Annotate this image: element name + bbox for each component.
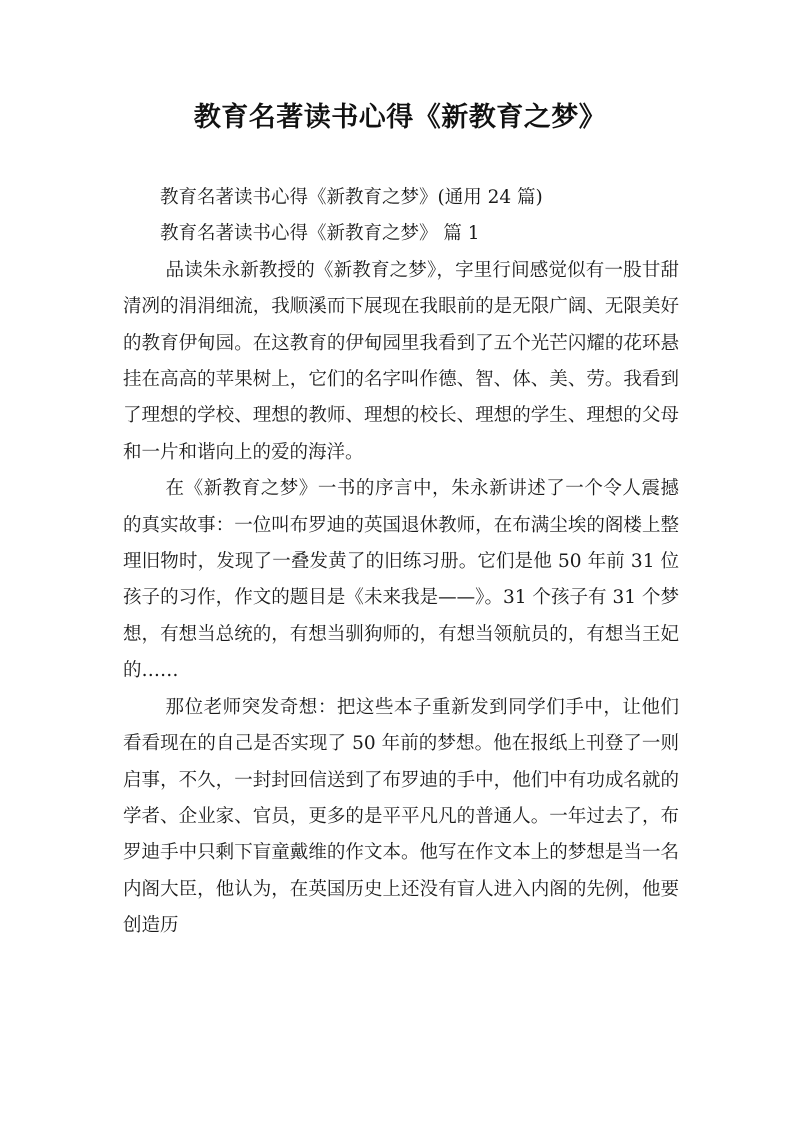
document-title: 教育名著读书心得《新教育之梦》 xyxy=(193,102,607,133)
document-subtitle: 教育名著读书心得《新教育之梦》(通用 24 篇) xyxy=(160,187,543,208)
section-heading: 教育名著读书心得《新教育之梦》 篇 1 xyxy=(160,223,480,245)
body-paragraph: 在《新教育之梦》一书的序言中，朱永新讲述了一个令人震撼的真实故事：一位叫布罗迪的英国退休教师，在布满尘埃的阁楼上整理旧物时，发现了一叠发黄了的旧练习册。它们是他 50 年前 31 位孩子的习作，作文的题目是《未来我是——》。31 个孩子有 31 个梦想，有想当总统的，有想当驯狗师的，有想当领航员的，有想当王妃的…… xyxy=(123,478,679,682)
body-paragraph: 那位老师突发奇想：把这些本子重新发到同学们手中，让他们看看现在的自己是否实现了 50 年前的梦想。他在报纸上刊登了一则启事，不久，一封封回信送到了布罗迪的手中，他们中有功成名就的学者、企业家、官员，更多的是平平凡凡的普通人。一年过去了，布罗迪手中只剩下盲童戴维的作文本。他写在作文本上的梦想是当一名内阁大臣，他认为，在英国历史上还没有盲人进入内阁的先例，他要创造历 xyxy=(123,696,679,937)
body-paragraph: 品读朱永新教授的《新教育之梦》，字里行间感觉似有一股甘甜清冽的涓涓细流，我顺溪而下展现在我眼前的是无限广阔、无限美好的教育伊甸园。在这教育的伊甸园里我看到了五个光芒闪耀的花环悬挂在高高的苹果树上，它们的名字叫作德、智、体、美、劳。我看到了理想的学校、理想的教师、理想的校长、理想的学生、理想的父母和一片和谐向上的爱的海洋。 xyxy=(123,259,679,463)
document-body xyxy=(123,180,679,945)
